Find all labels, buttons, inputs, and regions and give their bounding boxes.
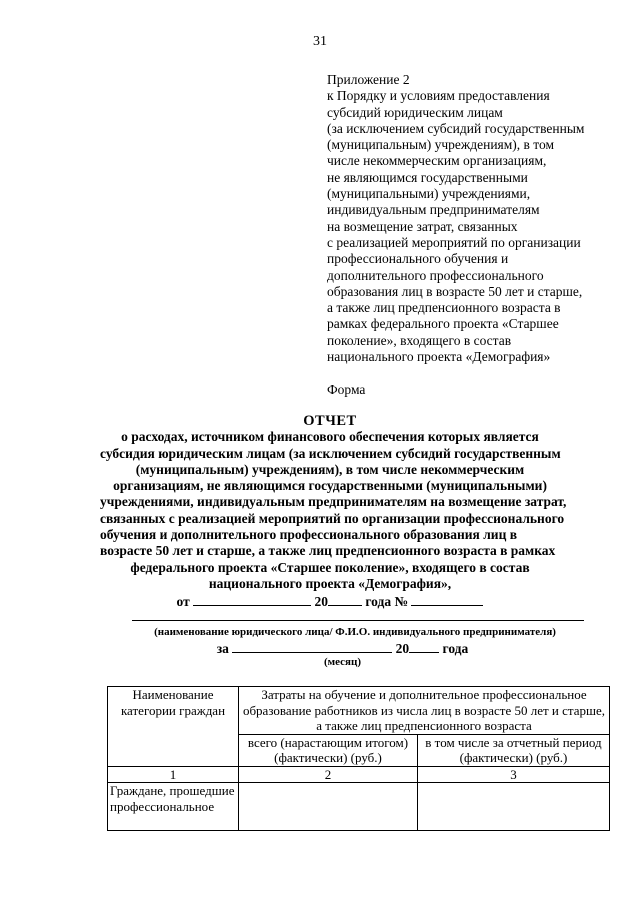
- report-line: обучения и дополнительного профессионального образования лиц в: [100, 527, 518, 543]
- report-number-blank[interactable]: [411, 592, 483, 606]
- appendix-line: национального проекта «Демография»: [327, 349, 551, 365]
- appendix-line: поколение», входящего в состав: [327, 332, 512, 348]
- period-prefix: за: [216, 641, 229, 656]
- month-caption: (месяц): [323, 656, 361, 668]
- date-blank[interactable]: [193, 592, 311, 606]
- appendix-header: [327, 72, 627, 365]
- row-period[interactable]: [418, 783, 610, 831]
- header-period: в том числе за отчетный период (фактически) (руб.): [418, 734, 610, 766]
- appendix-line: образования лиц в возрасте 50 лет и старше,: [327, 283, 583, 299]
- appendix-line: Приложение 2: [327, 72, 410, 87]
- report-line: возрасте 50 лет и старше, а также лиц предпенсионного возраста в рамках: [100, 543, 556, 559]
- report-title: ОТЧЕТ: [303, 413, 357, 429]
- header-category: Наименование категории граждан: [108, 687, 239, 767]
- header-costs: Затраты на обучение и дополнительное профессиональное образование работников из числа лиц в возрасте 50 лет и старше, а также лиц предпенсионного возраста: [239, 687, 610, 735]
- report-date-line: [100, 592, 560, 610]
- date-from-label: от: [176, 594, 190, 610]
- appendix-line: с реализацией мероприятий по организации: [327, 234, 581, 250]
- report-line: организациям, не являющимся государственными (муниципальными): [113, 478, 547, 494]
- appendix-line: рамках федерального проекта «Старшее: [327, 316, 559, 332]
- appendix-line: профессионального обучения и: [327, 251, 509, 267]
- col-number-2: 2: [239, 766, 418, 783]
- year-blank[interactable]: [328, 592, 362, 606]
- report-line: связанных с реализацией мероприятий по организации профессионального: [100, 510, 565, 526]
- col-number-3: 3: [418, 766, 610, 783]
- appendix-line: индивидуальным предпринимателям: [327, 202, 540, 218]
- period-year-prefix: 20: [395, 641, 410, 656]
- table-row: [108, 783, 610, 831]
- appendix-line: числе некоммерческим организациям,: [327, 153, 547, 169]
- entity-caption: (наименование юридического лица/ Ф.И.О. индивидуального предпринимателя): [154, 626, 556, 638]
- appendix-line: а также лиц предпенсионного возраста в: [327, 300, 561, 316]
- period-line: [0, 639, 640, 657]
- date-year-suffix: года №: [365, 594, 409, 610]
- appendix-line: субсидий юридическим лицам: [327, 104, 503, 120]
- appendix-line: к Порядку и условиям предоставления: [327, 88, 550, 104]
- report-line: субсидия юридическим лицам (за исключением субсидий государственным: [100, 445, 561, 461]
- appendix-line: дополнительного профессионального: [327, 267, 544, 283]
- col-number-1: 1: [108, 766, 239, 783]
- appendix-line: (за исключением субсидий государственным: [327, 120, 585, 136]
- appendix-line: (муниципальным) учреждениям), в том: [327, 137, 555, 153]
- row-total[interactable]: [239, 783, 418, 831]
- appendix-line: на возмещение затрат, связанных: [327, 218, 518, 234]
- report-line: (муниципальным) учреждениям), в том числе некоммерческим: [135, 461, 525, 477]
- period-year-suffix: года: [442, 641, 469, 656]
- page-number: 31: [313, 34, 327, 49]
- report-line: национального проекта «Демография»,: [208, 575, 452, 591]
- date-year-prefix: 20: [314, 594, 329, 610]
- row-category: Граждане, прошедшие профессиональное: [108, 783, 239, 831]
- report-line: учреждениями, индивидуальным предпринимателям на возмещение затрат,: [100, 494, 567, 510]
- appendix-line: не являющимся государственными: [327, 169, 528, 185]
- report-line: о расходах, источником финансового обеспечения которых является: [121, 429, 539, 445]
- expenses-table: [107, 686, 610, 831]
- appendix-line: (муниципальными) учреждениями,: [327, 186, 531, 202]
- report-line: федерального проекта «Старшее поколение», входящего в состав: [130, 559, 530, 575]
- header-total: всего (нарастающим итогом) (фактически) (руб.): [239, 734, 418, 766]
- report-title-block: [100, 413, 567, 611]
- month-blank[interactable]: [232, 639, 392, 653]
- period-year-blank[interactable]: [409, 639, 439, 653]
- entity-name-line[interactable]: [132, 620, 584, 621]
- form-label: Форма: [327, 382, 366, 397]
